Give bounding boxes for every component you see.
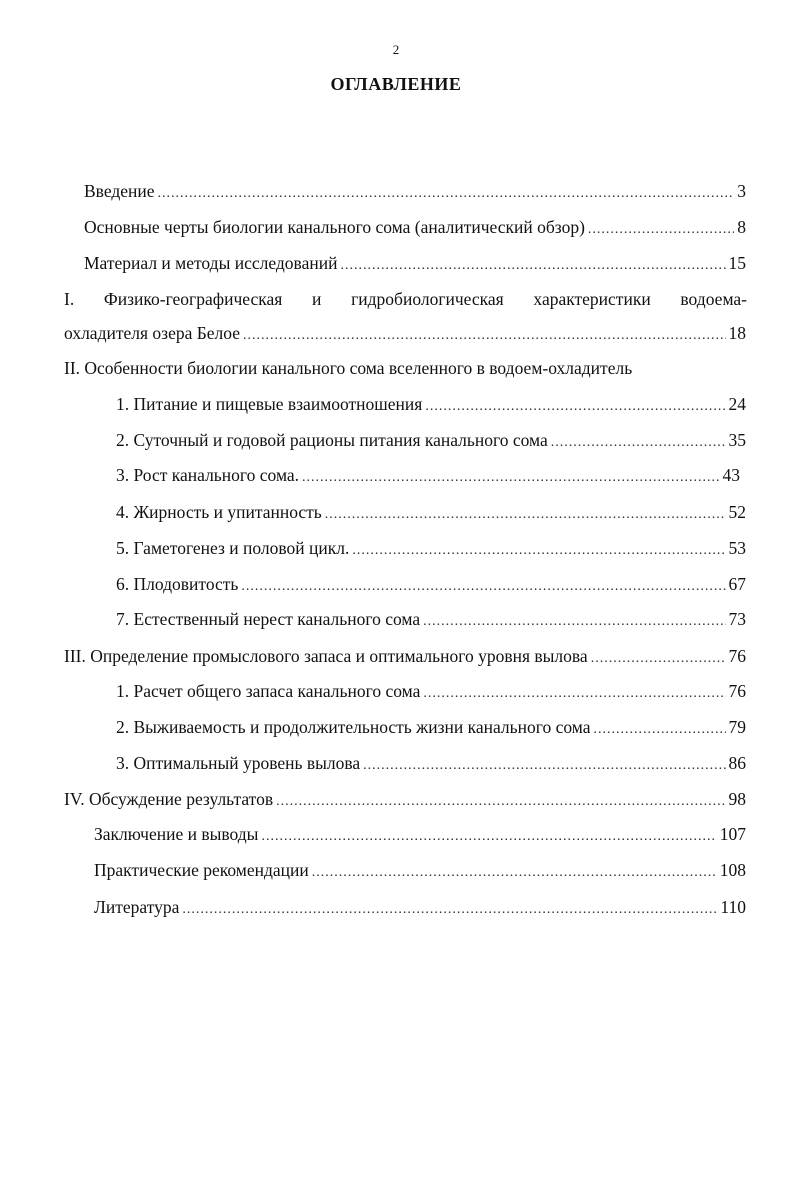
toc-entry-page: 3: [737, 181, 746, 201]
toc-entry-page: 98: [728, 789, 746, 809]
toc-entry-page: 43: [722, 465, 740, 485]
toc-entry-page: 73: [728, 609, 746, 629]
toc-entry-page: 86: [728, 753, 746, 773]
toc-entry-page: 79: [728, 717, 746, 737]
toc-entry-3-2: [116, 716, 746, 741]
toc-entry-literature: [94, 896, 746, 921]
toc-entry-title: 4. Жирность и упитанность: [116, 502, 322, 522]
toc-entry-title: Основные черты биологии канального сома (аналитический обзор): [84, 217, 585, 237]
toc-entry-title: 5. Гаметогенез и половой цикл.: [116, 538, 350, 558]
toc-entry-2-4: [116, 501, 746, 526]
toc-leader-dots: [340, 255, 725, 277]
toc-entry-2-1: [116, 393, 746, 418]
toc-leader-dots: [588, 219, 734, 241]
toc-leader-dots: [325, 504, 726, 526]
toc-entry-title: 6. Плодовитость: [116, 574, 239, 594]
toc-entry-chapter-3: [64, 645, 746, 670]
toc-leader-dots: [423, 611, 725, 633]
toc-entry-title: 2. Суточный и годовой рационы питания канального сома: [116, 430, 548, 450]
toc-entry-chapter-4: [64, 788, 746, 813]
toc-entry-page: 67: [728, 574, 746, 594]
toc-entry-title: IV. Обсуждение результатов: [64, 789, 274, 809]
toc-entry-page: 76: [728, 681, 746, 701]
page-title: ОГЛАВЛЕНИЕ: [330, 74, 462, 94]
toc-leader-dots: [425, 396, 725, 418]
toc-leader-dots: [423, 683, 725, 705]
toc-entry-page: 8: [737, 217, 746, 237]
toc-entry-title: 2. Выживаемость и продолжительность жизни канального сома: [116, 717, 591, 737]
toc-leader-dots: [158, 183, 735, 205]
toc-entry-page: 53: [728, 538, 746, 558]
toc-leader-dots: [241, 576, 725, 598]
toc-entry-page: 24: [728, 394, 746, 414]
toc-entry-2-7: [116, 608, 746, 633]
toc-leader-dots: [551, 432, 726, 454]
toc-entry-review: [84, 216, 746, 241]
toc-entry-recommendations: [94, 859, 746, 884]
page-number: 2: [392, 42, 400, 57]
toc-leader-dots: [363, 755, 725, 777]
toc-entry-page: 76: [728, 646, 746, 666]
toc-leader-dots: [276, 791, 725, 813]
toc-entry-page: 18: [728, 323, 746, 343]
toc-entry-page: 35: [728, 430, 746, 450]
toc-entry-conclusion: [94, 823, 746, 848]
toc-leader-dots: [312, 862, 717, 884]
toc-entry-title: III. Определение промыслового запаса и оптимального уровня вылова: [64, 646, 588, 666]
toc-entry-3-3: [116, 752, 746, 777]
toc-leader-dots: [591, 648, 726, 670]
toc-leader-dots: [261, 826, 716, 848]
toc-chapter-1-heading: I. Физико-географическая и гидробиологическая характеристики водоема-: [64, 289, 747, 309]
toc-entry-chapter-1: [64, 322, 746, 347]
toc-entry-methods: [84, 252, 746, 277]
toc-entry-title: Заключение и выводы: [94, 824, 259, 844]
toc-entry-2-3: [116, 464, 740, 489]
toc-entry-title: 3. Рост канального сома.: [116, 465, 300, 485]
toc-chapter-2-heading: II. Особенности биологии канального сома вселенного в водоем-охладитель: [64, 358, 633, 378]
toc-entry-2-2: [116, 429, 746, 454]
toc-entry-title: Литература: [94, 897, 180, 917]
toc-entry-title: Материал и методы исследований: [84, 253, 338, 273]
toc-entry-title: охладителя озера Белое: [64, 323, 241, 343]
toc-leader-dots: [352, 540, 725, 562]
toc-entry-2-5: [116, 537, 746, 562]
toc-entry-page: 107: [719, 824, 746, 844]
toc-entry-title: 1. Расчет общего запаса канального сома: [116, 681, 421, 701]
toc-entry-2-6: [116, 573, 746, 598]
toc-entry-title: 1. Питание и пищевые взаимоотношения: [116, 394, 423, 414]
toc-leader-dots: [302, 467, 719, 489]
toc-leader-dots: [594, 719, 726, 741]
toc-entry-introduction: [84, 180, 746, 205]
toc-entry-title: 7. Естественный нерест канального сома: [116, 609, 421, 629]
toc-entry-page: 108: [719, 860, 746, 880]
toc-entry-page: 110: [720, 897, 746, 917]
toc-entry-title: Введение: [84, 181, 155, 201]
toc-entry-3-1: [116, 680, 746, 705]
toc-leader-dots: [182, 899, 717, 921]
toc-entry-page: 52: [728, 502, 746, 522]
toc-entry-page: 15: [728, 253, 746, 273]
toc-entry-title: 3. Оптимальный уровень вылова: [116, 753, 361, 773]
toc-leader-dots: [243, 325, 725, 347]
toc-entry-title: Практические рекомендации: [94, 860, 309, 880]
